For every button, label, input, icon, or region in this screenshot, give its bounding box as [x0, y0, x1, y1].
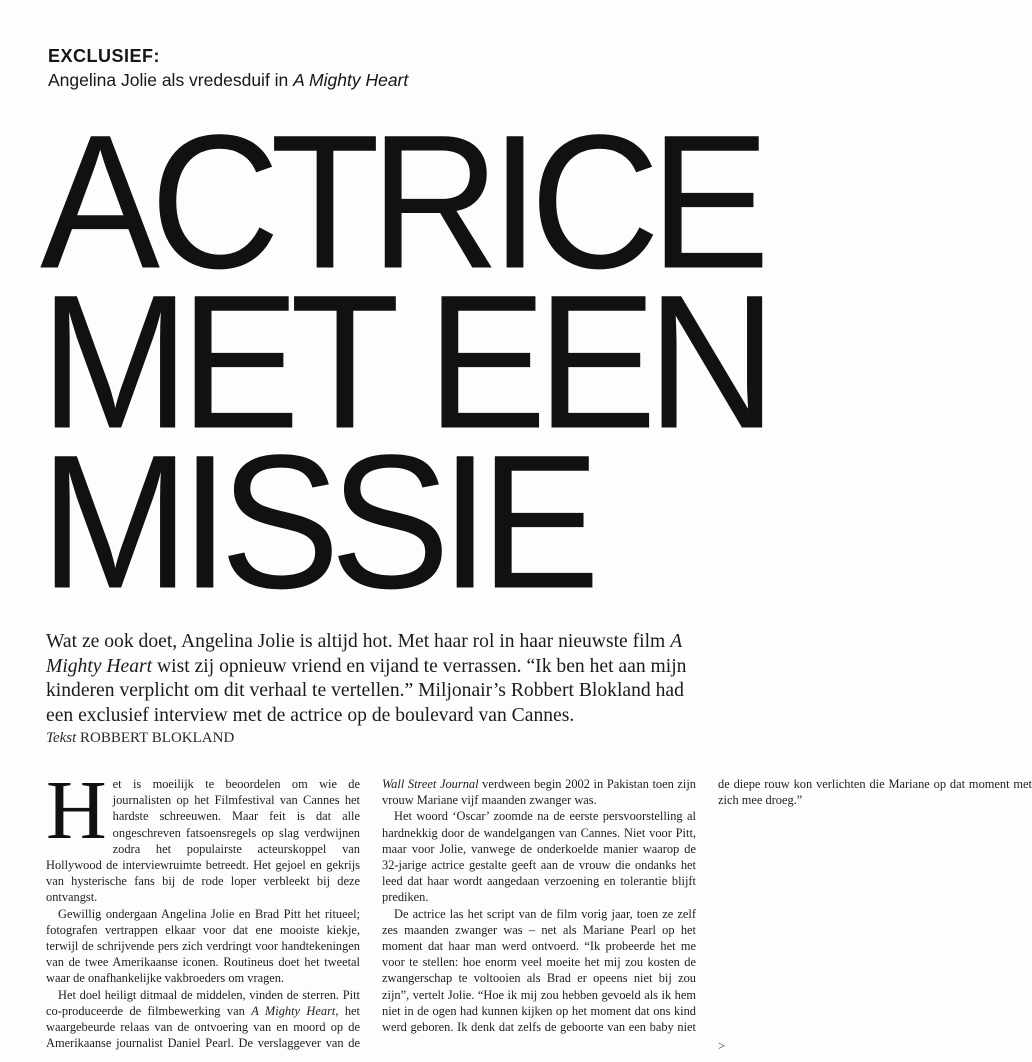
intro-film-title: A Mighty Heart	[46, 631, 682, 677]
kicker-subtitle	[48, 68, 708, 92]
intro-text-1: Wat ze ook doet, Angelina Jolie is altijd hot. Met haar rol in haar nieuwste film	[46, 631, 671, 652]
headline	[40, 95, 767, 629]
article-paragraph: De actrice las het script van de film vorig jaar, toen ze zelf zes maanden zwanger was – net als Mariane Pearl op het moment dat haar man werd ontvoerd. “Ik probeerde het me voor te stellen: hoe enorm veel moeite het mij zou kosten de zwangerschap te voltooien als Brad er opeens niet bij zou zijn”, vertelt Jolie. “Hoe ik mij zou hebben gevoeld als ik hem niet in de ogen had kunnen kijken op het moment dat ons kind werd geboren. Ik denk dat zelfs de geboorte van een baby niet de diepe rouw kon verlichten die Mariane op dat moment met zich mee droeg.”	[382, 777, 1032, 1035]
intro-lead	[46, 630, 706, 728]
kicker-subtitle-text: Angelina Jolie als vredesduif in	[48, 70, 294, 90]
article-film-title: A Mighty Heart,	[251, 1003, 339, 1018]
headline-line-3: MISSIE	[40, 415, 591, 629]
continue-arrow-icon: >	[718, 1038, 726, 1053]
byline	[46, 730, 234, 747]
article-p3-text-c: verdween begin 2002 in Pakistan toen zijn vrouw Mariane vijf maanden zwanger was.	[382, 777, 696, 808]
byline-label: Tekst	[46, 730, 77, 746]
byline-author: ROBBERT BLOKLAND	[80, 730, 235, 746]
article-newspaper-name: Wall Street Journal	[382, 777, 479, 791]
headline-line-2: MET EEN	[40, 255, 767, 469]
drop-cap: H	[46, 764, 107, 857]
kicker-film-title: A Mighty Heart	[293, 70, 409, 90]
article-paragraph: Het woord ‘Oscar’ zoomde na de eerste persvoorstelling al hardnekkig door de wandelgangen van Cannes. Niet voor Pitt, maar voor Jolie, vanwege de onderkoelde manier waarop de 32-jarige actrice gestalte geeft aan de vrouw die ondanks het leed dat haar wordt aangedaan verzoening en tolerantie blijft prediken.	[382, 809, 696, 905]
article-body	[46, 764, 1032, 1056]
article-p3-text-a: Het doel heiligt ditmaal de middelen, vinden de sterren. Pitt co-produceerde de filmbewerking van	[46, 987, 360, 1018]
article-paragraph	[46, 764, 360, 906]
article-p3-text-b: het waargebeurde relaas van de ontvoering van en moord op de Amerikaanse journalist Daniel Pearl. De verslaggever van de	[46, 1003, 360, 1051]
article-paragraph-1-text: et is moeilijk te beoordelen om wie de journalisten op het Filmfestival van Cannes het hardste schreeuwen. Maar feit is dat alle ongeschreven fatsoensregels op slag verdwijnen zodra het populairste acteurskoppel van Hollywood de interviewruimte betreedt. Het gejoel en gekrijs van hysterische fans bij de rode loper verbleekt bij deze ontvangst.	[46, 777, 360, 905]
article-paragraph: Gewillig ondergaan Angelina Jolie en Brad Pitt het ritueel; fotografen vertrappen elkaar voor dat ene mooiste kiekje, terwijl de schrijvende pers zich verdringt voor handtekeningen van de twee Amerikaanse iconen. Routineus doet het tweetal waar de onafhankelijke vakbroeders om vragen.	[46, 906, 360, 986]
kicker-label: EXCLUSIEF:	[48, 46, 161, 66]
kicker	[48, 44, 708, 92]
intro-text-2: wist zij opnieuw vriend en vijand te verrassen. “Ik ben het aan mijn kinderen verplicht om dit verhaal te vertellen.” Miljonair’s Robbert Blokland had een exclusief interview met de actrice op de boulevard van Cannes.	[46, 655, 687, 726]
headline-line-1: ACTRICE	[40, 95, 761, 309]
